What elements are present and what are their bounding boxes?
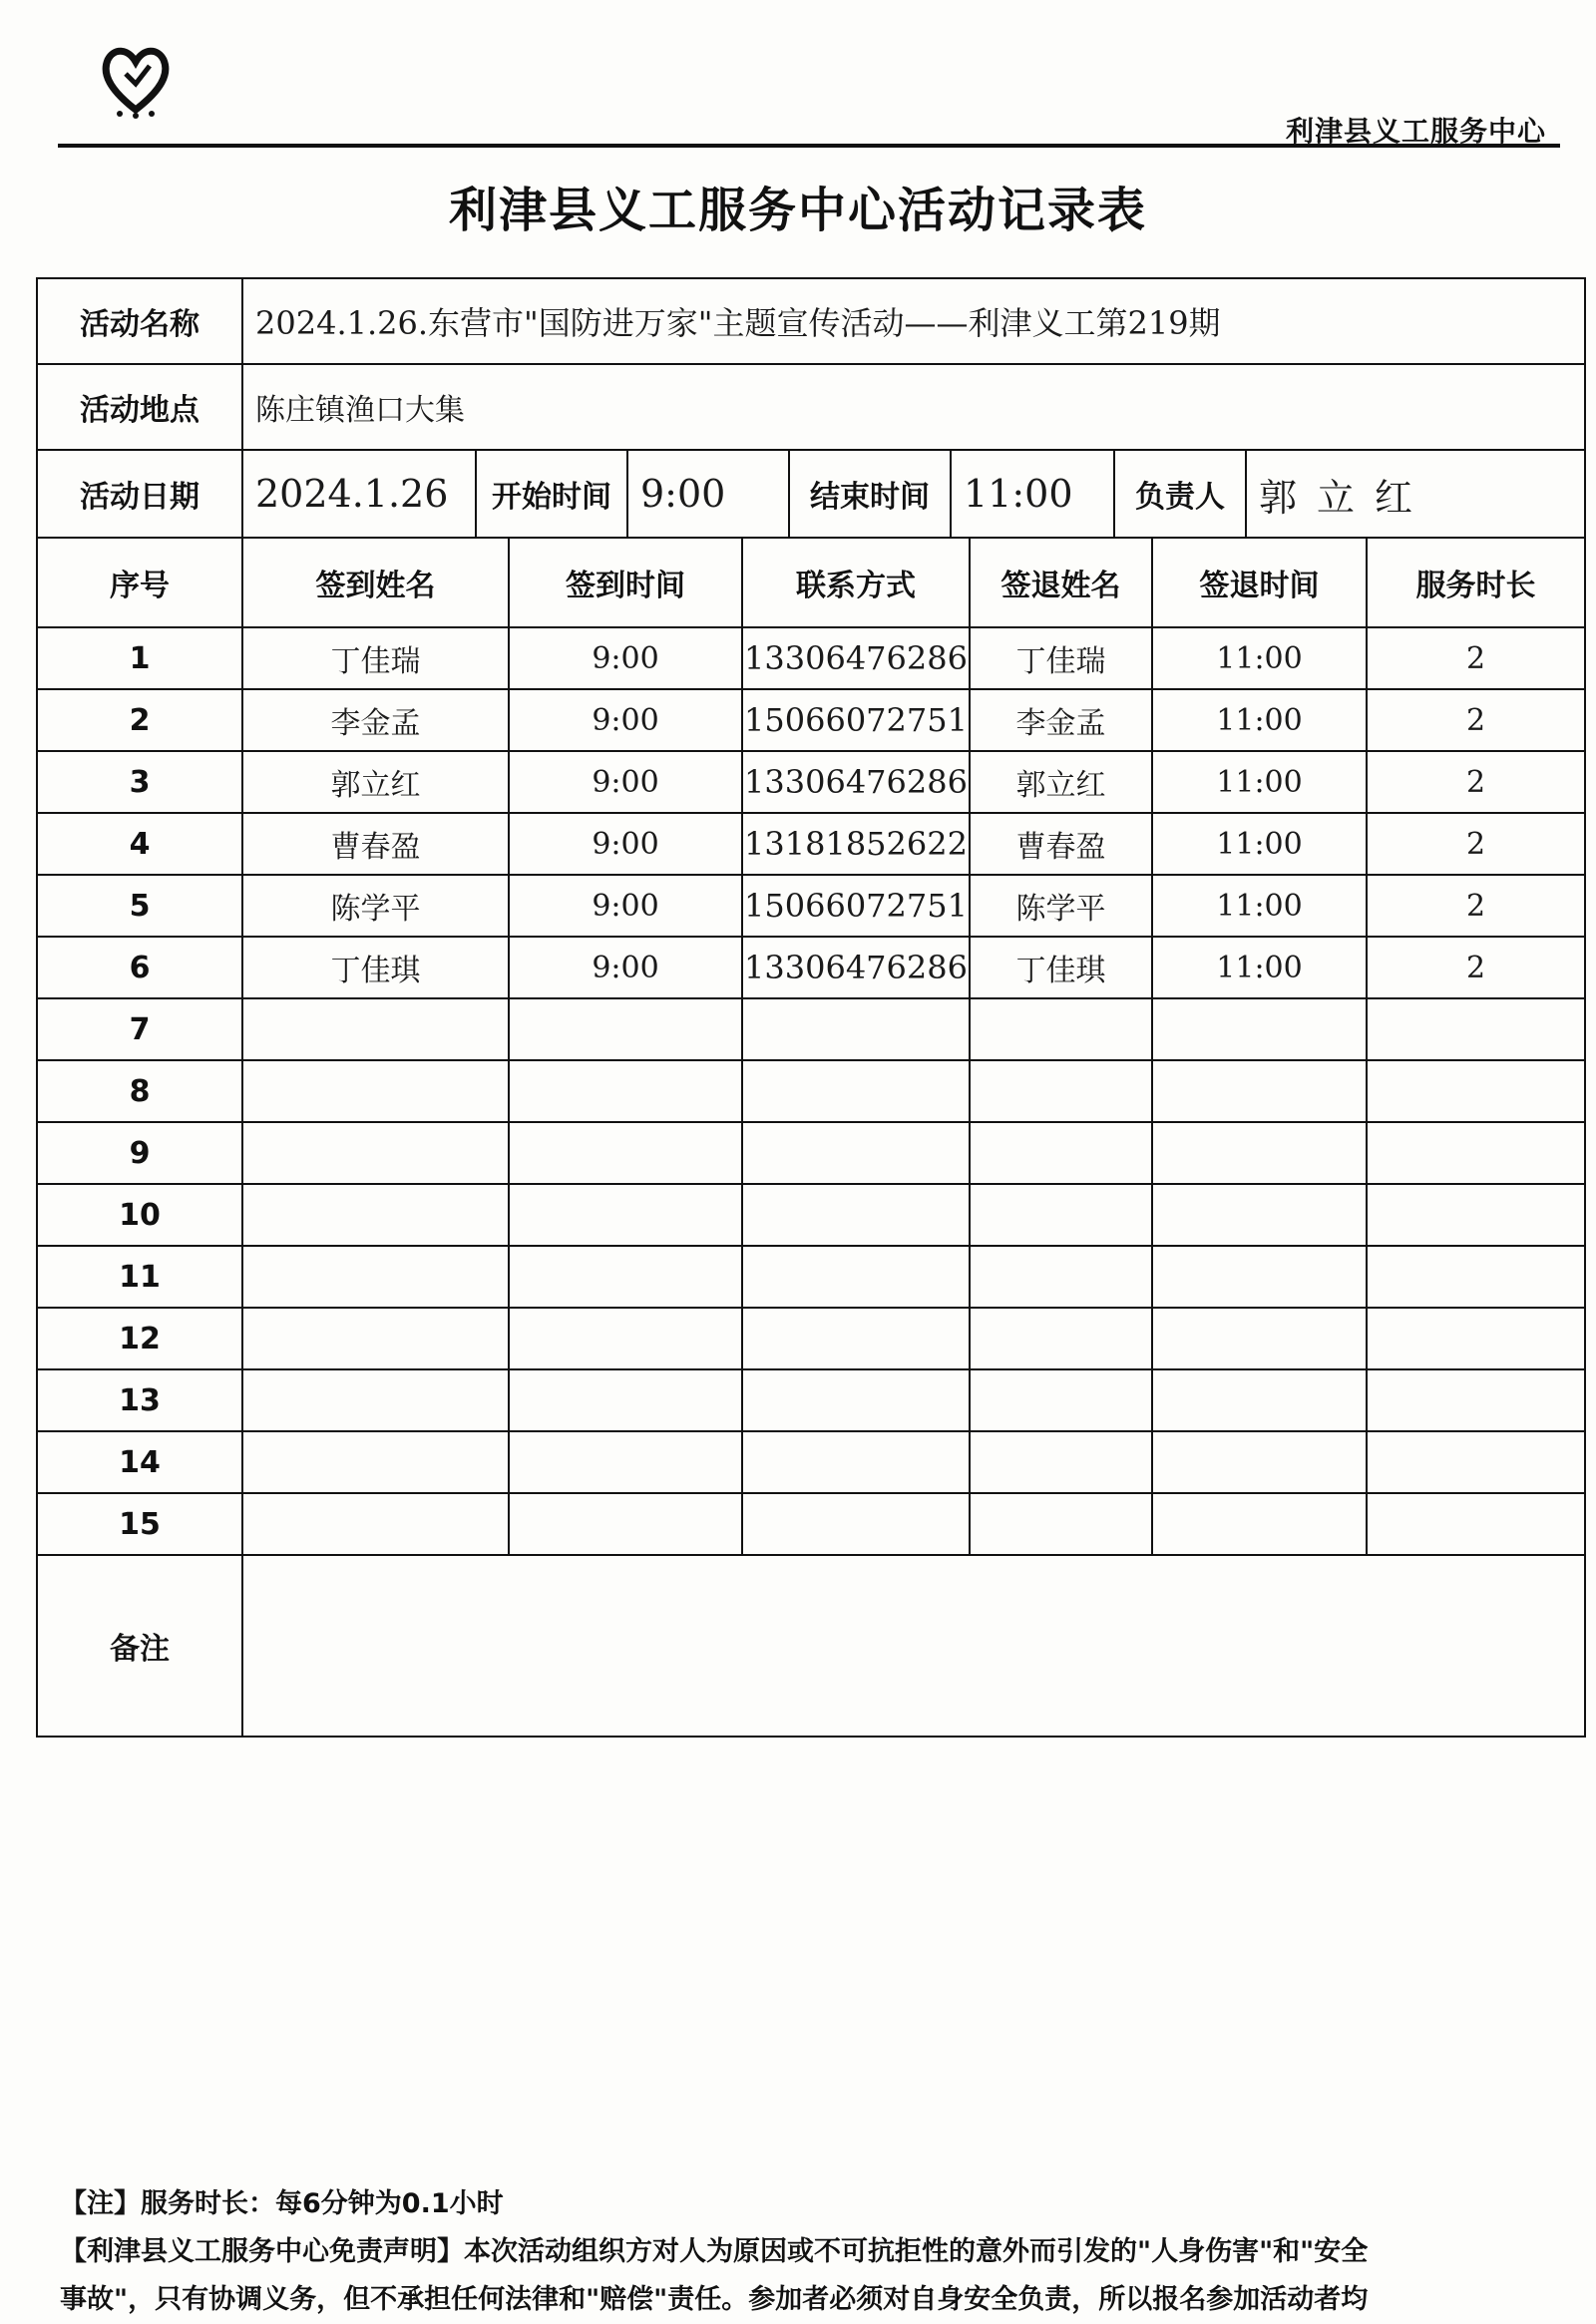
signin-time-cell: 9:00: [509, 813, 742, 875]
contact-phone-cell: 13306476286: [742, 937, 970, 998]
signin-name-cell: 曹春盈: [242, 813, 509, 875]
signout-name-cell: [970, 998, 1152, 1060]
note-disclaimer-line2: 事故"，只有协调义务，但不承担任何法律和"赔偿"责任。参加者必须对自身安全负责，所以报名参加活动者均: [60, 2284, 1369, 2315]
service-hours-cell: [1367, 1431, 1585, 1493]
signout-time-cell: [1152, 1060, 1367, 1122]
contact-phone-cell: 13306476286: [742, 627, 970, 689]
table-row: [37, 1308, 1585, 1369]
signout-time-cell: [1152, 1184, 1367, 1246]
signin-time-cell: [509, 1493, 742, 1555]
signout-name-cell: 陈学平: [970, 875, 1152, 937]
signin-time-cell: [509, 1308, 742, 1369]
service-hours-cell: [1367, 1122, 1585, 1184]
table-row: [37, 875, 1585, 937]
service-hours-cell: 2: [1367, 627, 1585, 689]
contact-phone-cell: [742, 1431, 970, 1493]
service-hours-cell: 2: [1367, 875, 1585, 937]
signin-name-cell: [242, 1493, 509, 1555]
signin-time-cell: [509, 1060, 742, 1122]
signin-name-cell: 郭立红: [242, 751, 509, 813]
row-number-cell: 9: [37, 1122, 242, 1184]
row-number-cell: 4: [37, 813, 242, 875]
signin-name-cell: 陈学平: [242, 875, 509, 937]
signout-time-cell: [1152, 998, 1367, 1060]
contact-phone-cell: 13181852622: [742, 813, 970, 875]
signin-time-cell: [509, 1431, 742, 1493]
row-number-cell: 5: [37, 875, 242, 937]
row-number-cell: 8: [37, 1060, 242, 1122]
row-number-cell: 2: [37, 689, 242, 751]
signin-time-cell: [509, 1246, 742, 1308]
contact-phone-cell: [742, 998, 970, 1060]
header-divider: [58, 144, 1560, 148]
contact-phone-cell: 13306476286: [742, 751, 970, 813]
signin-time-cell: [509, 1184, 742, 1246]
leader-label: 负责人: [1113, 451, 1247, 537]
signin-time-cell: [509, 998, 742, 1060]
signin-name-cell: [242, 1431, 509, 1493]
service-hours-cell: 2: [1367, 937, 1585, 998]
signout-name-cell: [970, 1060, 1152, 1122]
signin-name-cell: [242, 1308, 509, 1369]
contact-phone-cell: [742, 1246, 970, 1308]
note-disclaimer-line1: 【利津县义工服务中心免责声明】本次活动组织方对人为原因或不可抗拒性的意外而引发的"人身伤害"和"安全: [60, 2236, 1369, 2267]
signout-name-cell: [970, 1308, 1152, 1369]
page-title: 利津县义工服务中心活动记录表: [448, 183, 1147, 238]
table-row: [37, 1184, 1585, 1246]
signout-time-cell: [1152, 1308, 1367, 1369]
service-hours-cell: [1367, 1493, 1585, 1555]
signout-name-cell: 李金孟: [970, 689, 1152, 751]
contact-phone-cell: [742, 1369, 970, 1431]
col-header-signout-time: 签退时间: [1152, 538, 1367, 627]
table-row: [37, 1493, 1585, 1555]
row-number-cell: 1: [37, 627, 242, 689]
activity-date-row: [37, 450, 1585, 538]
heart-hand-logo-icon: [100, 40, 172, 120]
signout-time-cell: 11:00: [1152, 689, 1367, 751]
activity-name-value: 2024.1.26.东营市"国防进万家"主题宣传活动——利津义工第219期: [242, 278, 1585, 364]
row-number-cell: 3: [37, 751, 242, 813]
signin-name-cell: [242, 998, 509, 1060]
signin-time-cell: 9:00: [509, 627, 742, 689]
service-hours-cell: 2: [1367, 751, 1585, 813]
signin-time-cell: [509, 1369, 742, 1431]
signin-name-cell: [242, 1184, 509, 1246]
row-number-cell: 6: [37, 937, 242, 998]
table-row: [37, 813, 1585, 875]
signout-time-cell: 11:00: [1152, 875, 1367, 937]
row-number-cell: 13: [37, 1369, 242, 1431]
start-time-value: 9:00: [640, 472, 726, 516]
contact-phone-cell: [742, 1308, 970, 1369]
signout-time-cell: [1152, 1246, 1367, 1308]
activity-date-value: 2024.1.26: [255, 472, 449, 516]
signout-name-cell: 郭立红: [970, 751, 1152, 813]
signin-name-cell: 丁佳瑞: [242, 627, 509, 689]
signout-time-cell: [1152, 1493, 1367, 1555]
table-row: [37, 1246, 1585, 1308]
service-hours-cell: 2: [1367, 813, 1585, 875]
signout-time-cell: [1152, 1431, 1367, 1493]
table-row: [37, 1060, 1585, 1122]
row-number-cell: 15: [37, 1493, 242, 1555]
signin-name-cell: 李金孟: [242, 689, 509, 751]
signout-name-cell: [970, 1122, 1152, 1184]
service-hours-cell: [1367, 1060, 1585, 1122]
contact-phone-cell: 15066072751: [742, 875, 970, 937]
service-hours-cell: [1367, 1184, 1585, 1246]
signout-time-cell: 11:00: [1152, 751, 1367, 813]
contact-phone-cell: [742, 1184, 970, 1246]
column-header-row: [37, 538, 1585, 627]
activity-location-label: 活动地点: [37, 364, 242, 450]
start-time-label: 开始时间: [475, 451, 628, 537]
contact-phone-cell: [742, 1493, 970, 1555]
leader-value: 郭立红: [1259, 475, 1433, 520]
row-number-cell: 10: [37, 1184, 242, 1246]
signout-name-cell: 曹春盈: [970, 813, 1152, 875]
signin-name-cell: 丁佳琪: [242, 937, 509, 998]
signin-name-cell: [242, 1060, 509, 1122]
table-row: [37, 627, 1585, 689]
row-number-cell: 11: [37, 1246, 242, 1308]
signin-time-cell: [509, 1122, 742, 1184]
signin-time-cell: 9:00: [509, 875, 742, 937]
contact-phone-cell: [742, 1122, 970, 1184]
signout-name-cell: [970, 1431, 1152, 1493]
activity-location-value: 陈庄镇渔口大集: [242, 364, 1585, 450]
signin-name-cell: [242, 1369, 509, 1431]
signout-time-cell: [1152, 1369, 1367, 1431]
remarks-label: 备注: [37, 1555, 242, 1737]
activity-record-table: [36, 277, 1586, 1738]
table-row: [37, 689, 1585, 751]
remarks-value: [242, 1555, 1585, 1737]
signout-name-cell: [970, 1184, 1152, 1246]
activity-date-label: 活动日期: [37, 450, 242, 538]
signin-time-cell: 9:00: [509, 937, 742, 998]
contact-phone-cell: 15066072751: [742, 689, 970, 751]
footer-notes: [60, 2180, 1560, 2324]
service-hours-cell: [1367, 998, 1585, 1060]
signout-name-cell: 丁佳琪: [970, 937, 1152, 998]
activity-name-row: [37, 278, 1585, 364]
col-header-contact: 联系方式: [742, 538, 970, 627]
signin-time-cell: 9:00: [509, 751, 742, 813]
col-header-no: 序号: [37, 538, 242, 627]
signout-time-cell: 11:00: [1152, 813, 1367, 875]
table-row: [37, 937, 1585, 998]
org-header: 利津县义工服务中心: [1285, 115, 1546, 148]
signin-name-cell: [242, 1122, 509, 1184]
table-row: [37, 1431, 1585, 1493]
col-header-service-hours: 服务时长: [1367, 538, 1585, 627]
note-service-hours: 【注】服务时长：每6分钟为0.1小时: [60, 2188, 504, 2219]
end-time-value: 11:00: [964, 472, 1073, 516]
signout-time-cell: 11:00: [1152, 627, 1367, 689]
signin-name-cell: [242, 1246, 509, 1308]
contact-phone-cell: [742, 1060, 970, 1122]
activity-name-label: 活动名称: [37, 278, 242, 364]
signout-time-cell: 11:00: [1152, 937, 1367, 998]
end-time-label: 结束时间: [788, 451, 952, 537]
service-hours-cell: [1367, 1246, 1585, 1308]
row-number-cell: 14: [37, 1431, 242, 1493]
service-hours-cell: 2: [1367, 689, 1585, 751]
signin-time-cell: 9:00: [509, 689, 742, 751]
signout-name-cell: 丁佳瑞: [970, 627, 1152, 689]
signout-name-cell: [970, 1246, 1152, 1308]
remarks-row: [37, 1555, 1585, 1737]
signout-time-cell: [1152, 1122, 1367, 1184]
signout-name-cell: [970, 1493, 1152, 1555]
service-hours-cell: [1367, 1369, 1585, 1431]
table-row: [37, 751, 1585, 813]
row-number-cell: 12: [37, 1308, 242, 1369]
signout-name-cell: [970, 1369, 1152, 1431]
col-header-signin-time: 签到时间: [509, 538, 742, 627]
table-row: [37, 1369, 1585, 1431]
activity-location-row: [37, 364, 1585, 450]
service-hours-cell: [1367, 1308, 1585, 1369]
col-header-signout-name: 签退姓名: [970, 538, 1152, 627]
table-row: [37, 998, 1585, 1060]
table-row: [37, 1122, 1585, 1184]
row-number-cell: 7: [37, 998, 242, 1060]
col-header-signin-name: 签到姓名: [242, 538, 509, 627]
